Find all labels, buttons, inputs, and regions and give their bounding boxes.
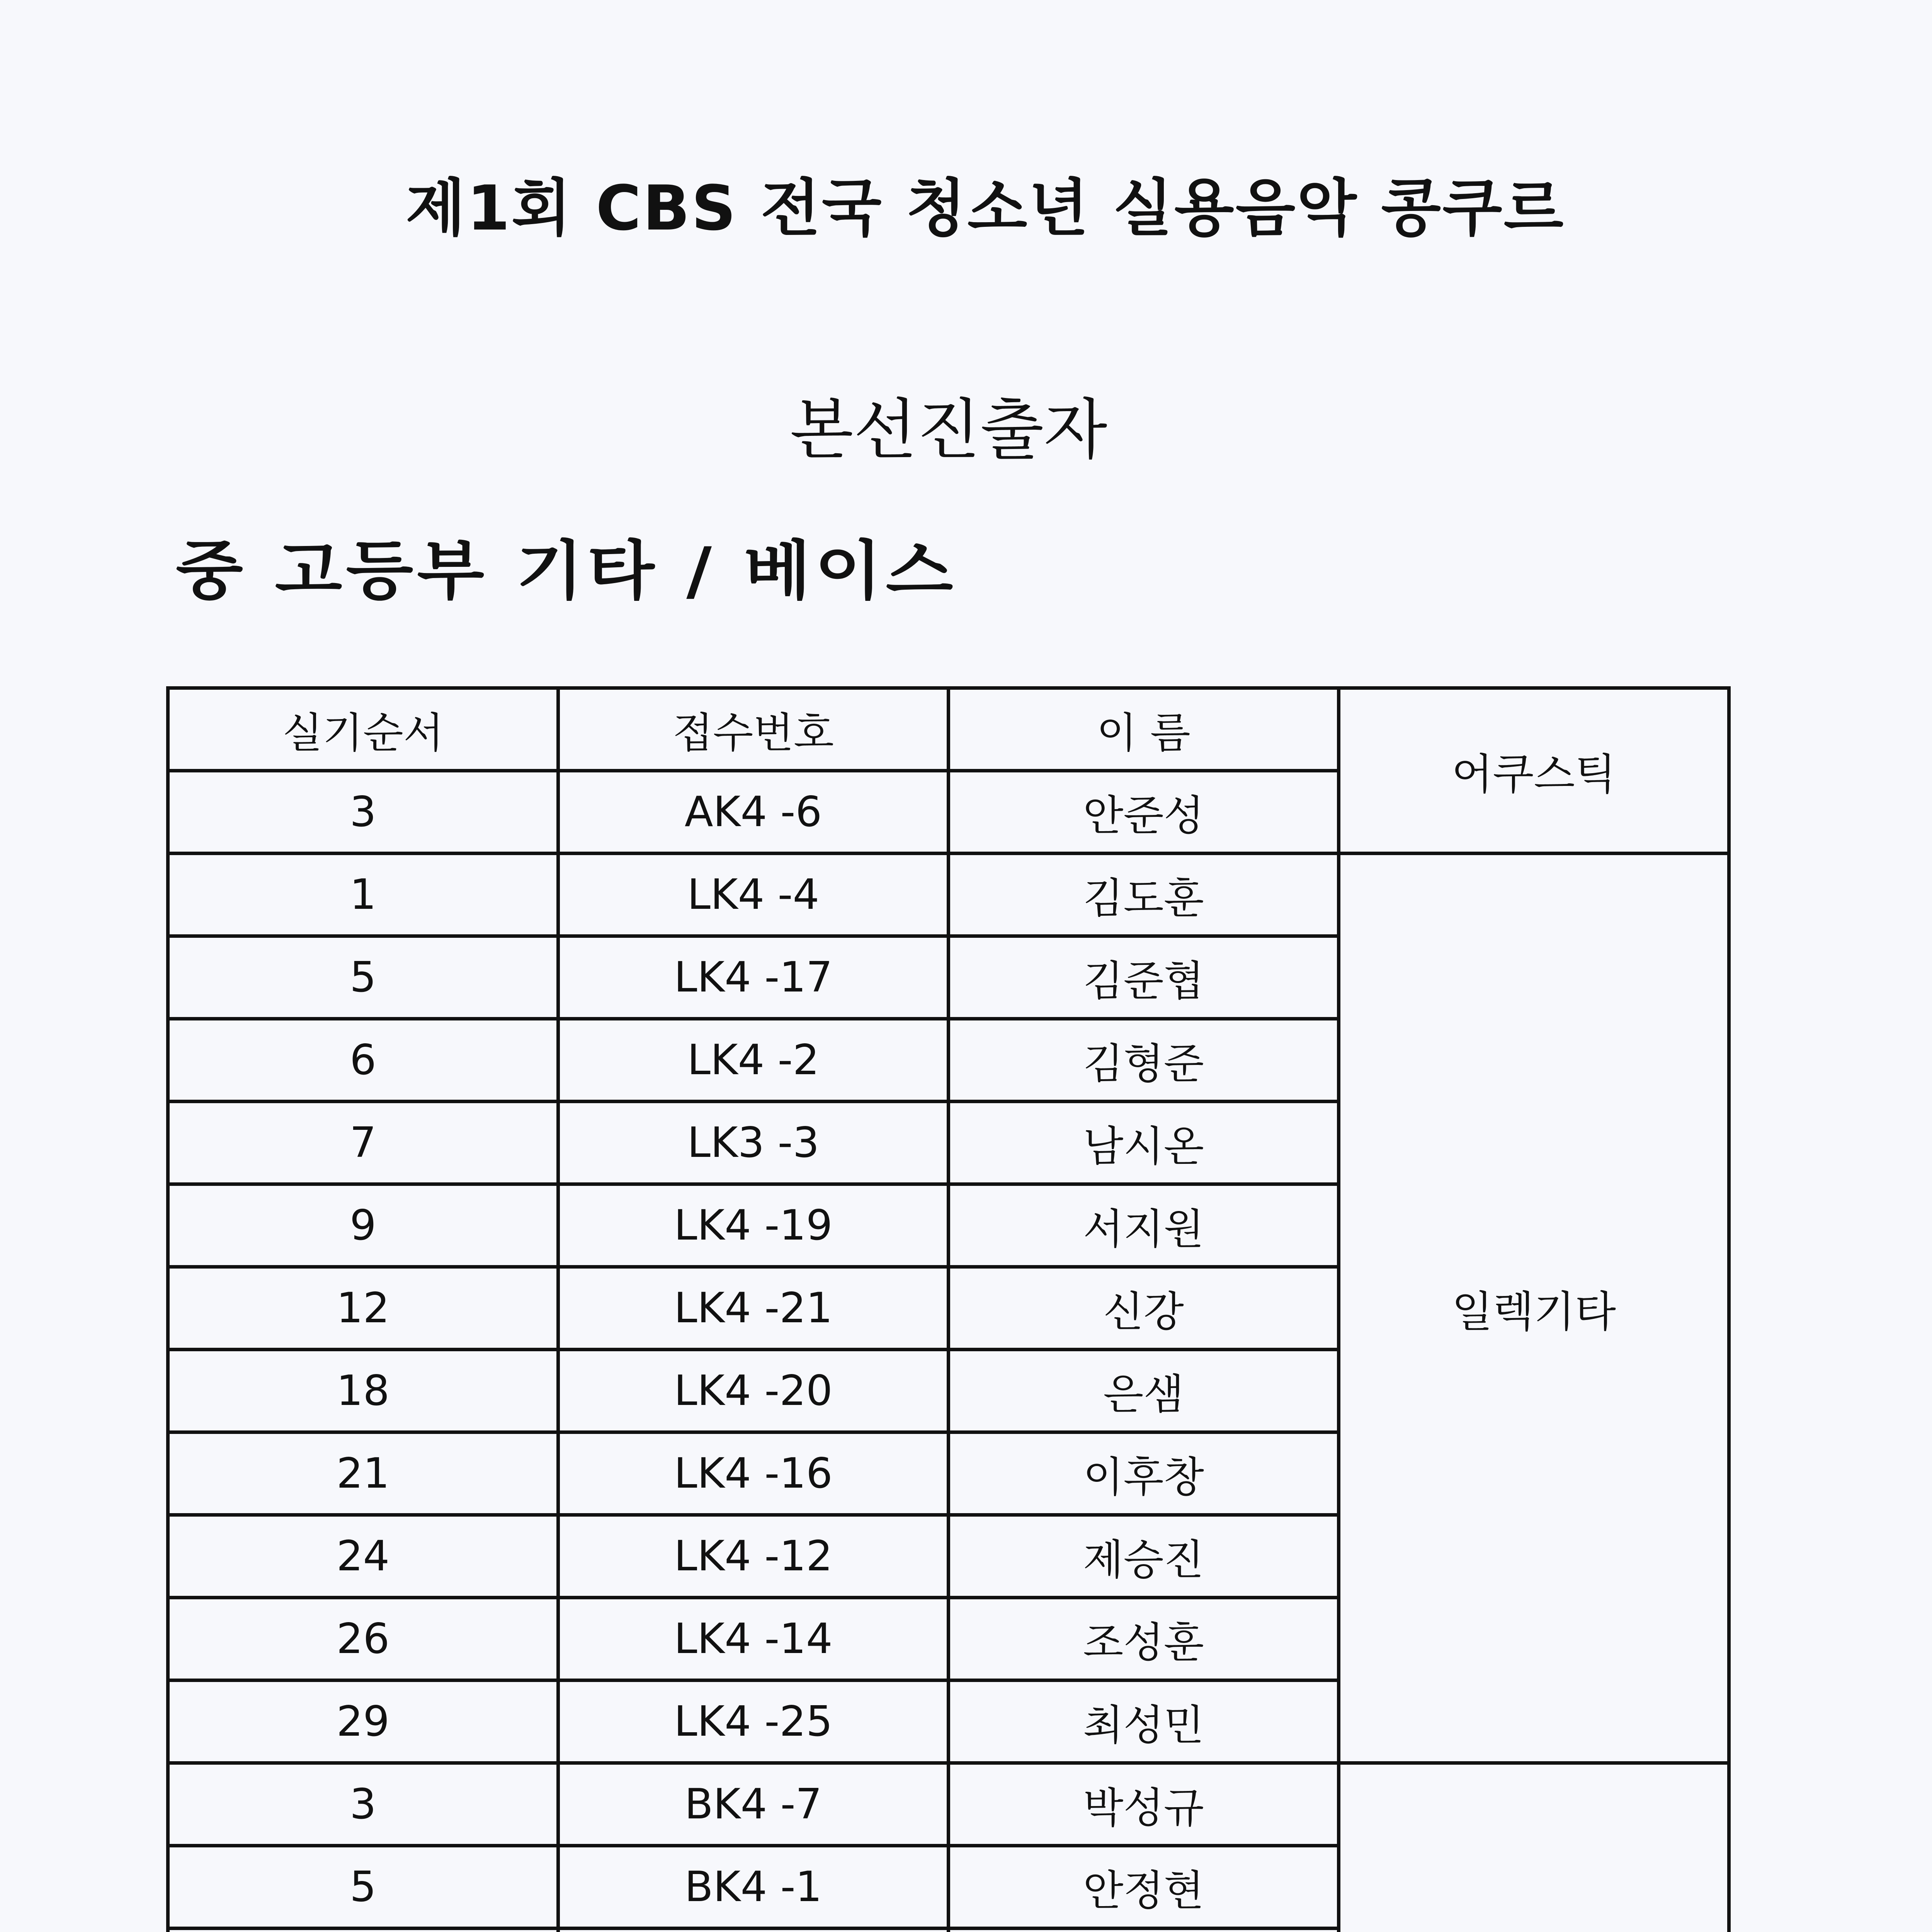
document-subtitle: 본선진출자 bbox=[790, 392, 1107, 468]
name-cell: 이후창 bbox=[949, 1432, 1339, 1515]
registration-number-cell: LK3 -3 bbox=[558, 1102, 949, 1184]
header-performance-order: 실기순서 bbox=[168, 688, 558, 771]
registration-number-cell bbox=[558, 1929, 949, 1932]
registration-number-cell: LK4 -4 bbox=[558, 854, 949, 936]
table-row bbox=[168, 1763, 1729, 1846]
name-cell: 제승진 bbox=[949, 1515, 1339, 1598]
finalists-table-body bbox=[168, 688, 1729, 1932]
registration-number-cell: LK4 -20 bbox=[558, 1350, 949, 1432]
header-registration-number: 접수번호 bbox=[558, 688, 949, 771]
group-label: 일렉기타 bbox=[1339, 854, 1729, 1763]
document-title: 제1회 CBS 전국 청소년 실용음악 콩쿠르 bbox=[405, 172, 1565, 244]
name-cell: 서지원 bbox=[949, 1184, 1339, 1267]
header-name: 이 름 bbox=[949, 688, 1339, 771]
name-cell: 신강 bbox=[949, 1267, 1339, 1350]
performance-order-cell bbox=[168, 1929, 558, 1932]
performance-order-cell: 6 bbox=[168, 1019, 558, 1102]
performance-order-cell: 18 bbox=[168, 1350, 558, 1432]
registration-number-cell: LK4 -25 bbox=[558, 1680, 949, 1763]
performance-order-cell: 7 bbox=[168, 1102, 558, 1184]
registration-number-cell: BK4 -1 bbox=[558, 1846, 949, 1929]
performance-order-cell: 3 bbox=[168, 1763, 558, 1846]
group-label: 어쿠스틱 bbox=[1339, 688, 1729, 854]
name-cell: 은샘 bbox=[949, 1350, 1339, 1432]
registration-number-cell: LK4 -12 bbox=[558, 1515, 949, 1598]
registration-number-cell: LK4 -16 bbox=[558, 1432, 949, 1515]
performance-order-cell: 29 bbox=[168, 1680, 558, 1763]
name-cell: 최성민 bbox=[949, 1680, 1339, 1763]
table-row bbox=[168, 854, 1729, 936]
name-cell: 김도훈 bbox=[949, 854, 1339, 936]
registration-number-cell: LK4 -19 bbox=[558, 1184, 949, 1267]
name-cell: 김준협 bbox=[949, 936, 1339, 1019]
finalists-table bbox=[166, 686, 1731, 1932]
registration-number-cell: LK4 -17 bbox=[558, 936, 949, 1019]
registration-number-cell: AK4 -6 bbox=[558, 771, 949, 854]
registration-number-cell: BK4 -7 bbox=[558, 1763, 949, 1846]
name-cell bbox=[949, 1929, 1339, 1932]
registration-number-cell: LK4 -21 bbox=[558, 1267, 949, 1350]
performance-order-cell: 5 bbox=[168, 936, 558, 1019]
performance-order-cell: 1 bbox=[168, 854, 558, 936]
performance-order-cell: 12 bbox=[168, 1267, 558, 1350]
performance-order-cell: 3 bbox=[168, 771, 558, 854]
name-cell: 안정현 bbox=[949, 1846, 1339, 1929]
name-cell: 남시온 bbox=[949, 1102, 1339, 1184]
table-header-row bbox=[168, 688, 1729, 771]
name-cell: 박성규 bbox=[949, 1763, 1339, 1846]
performance-order-cell: 21 bbox=[168, 1432, 558, 1515]
group-label bbox=[1339, 1763, 1729, 1932]
registration-number-cell: LK4 -2 bbox=[558, 1019, 949, 1102]
name-cell: 김형준 bbox=[949, 1019, 1339, 1102]
name-cell: 조성훈 bbox=[949, 1598, 1339, 1680]
performance-order-cell: 5 bbox=[168, 1846, 558, 1929]
division-heading: 중 고등부 기타 / 베이스 bbox=[176, 533, 957, 609]
name-cell: 안준성 bbox=[949, 771, 1339, 854]
registration-number-cell: LK4 -14 bbox=[558, 1598, 949, 1680]
performance-order-cell: 9 bbox=[168, 1184, 558, 1267]
performance-order-cell: 26 bbox=[168, 1598, 558, 1680]
performance-order-cell: 24 bbox=[168, 1515, 558, 1598]
